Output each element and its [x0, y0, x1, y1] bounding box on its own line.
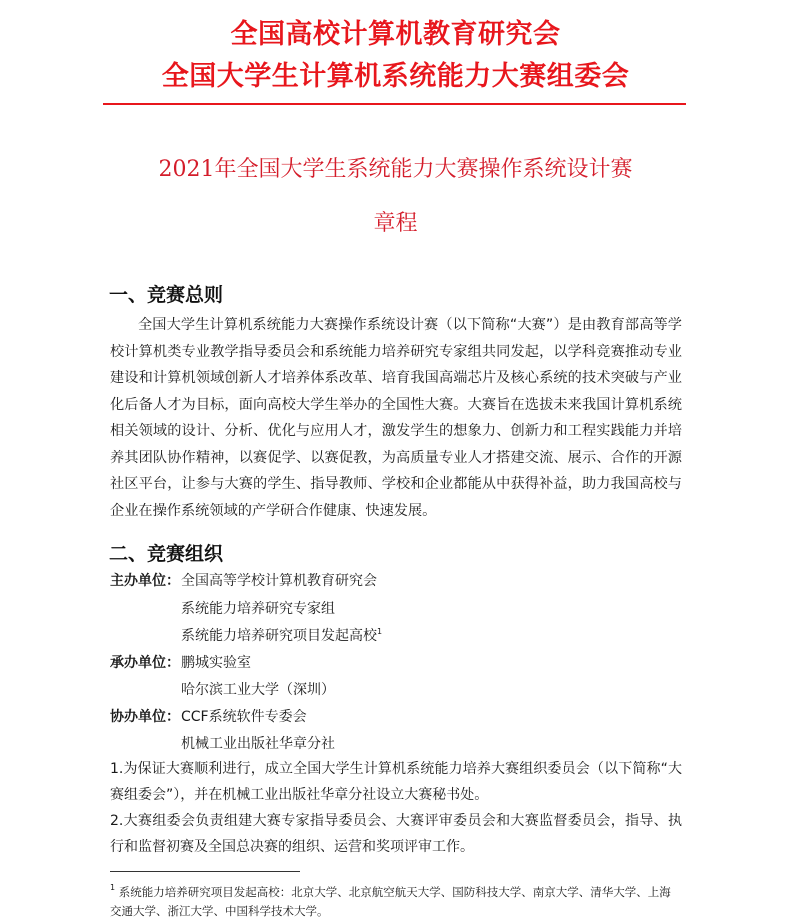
co-organizer-row — [110, 706, 307, 726]
host-unit-1: 全国高等学校计算机教育研究会 — [181, 573, 377, 589]
organization-item-2: 2.大赛组委会负责组建大赛专家指导委员会、大赛评审委员会和大赛监督委员会，指导、执行和监督初赛及全国总决赛的组织、运营和奖项评审工作。 — [110, 813, 682, 855]
section1-paragraph: 全国大学生计算机系统能力大赛操作系统设计赛（以下简称“大赛”）是由教育部高等学校计算机类专业教学指导委员会和系统能力培养研究专家组共同发起，以学科竞赛推动专业建设和计算机领域创新人才培养体系改革、培育我国高端芯片及核心系统的技术突破与产业化后备人才为目标，面向高校大学生举办的全国性大赛。大赛旨在选拔未来我国计算机系统相关领域的设计、分析、优化与应用人才，激发学生的想象力、创新力和工程实践能力并培养其团队协作精神，以赛促学、以赛促教，为高质量专业人才搭建交流、展示、合作的开源社区平台，让参与大赛的学生、指导教师、学校和企业都能从中获得补益，助力我国高校与企业在操作系统领域的产学研合作健康、快速发展。 — [110, 317, 682, 519]
organizer-row — [110, 652, 251, 672]
footnote — [110, 878, 682, 921]
org-name-line2: 全国大学生计算机系统能力大赛组委会 — [161, 61, 630, 92]
organizer-label: 承办单位： — [110, 655, 180, 671]
host-unit-3: 系统能力培养研究项目发起高校 — [181, 628, 377, 644]
co-organizer-label: 协办单位： — [110, 709, 180, 725]
footnote-ref: 1 — [377, 627, 383, 636]
host-row — [110, 570, 377, 590]
organizer-unit-1: 鹏城实验室 — [181, 655, 251, 671]
co-organizer-unit-1: CCF系统软件专委会 — [181, 709, 307, 725]
organization-item-1: 1.为保证大赛顺利进行，成立全国大学生计算机系统能力培养大赛组织委员会（以下简称“大赛组委会”），并在机械工业出版社华章分社设立大赛秘书处。 — [110, 761, 682, 803]
organizer-unit-2: 哈尔滨工业大学（深圳） — [181, 682, 335, 698]
document-title: 2021年全国大学生系统能力大赛操作系统设计赛 — [158, 157, 633, 182]
section1-heading: 一、竞赛总则 — [109, 284, 224, 306]
footnote-text: 系统能力培养研究项目发起高校：北京大学、北京航空航天大学、国防科技大学、南京大学、清华大学、上海交通大学、浙江大学、中国科学技术大学。 — [110, 885, 671, 918]
host-unit-2: 系统能力培养研究专家组 — [181, 601, 335, 617]
org-name-line1: 全国高校计算机教育研究会 — [230, 19, 561, 50]
host-unit-3-row — [181, 625, 382, 645]
co-organizer-unit-2: 机械工业出版社华章分社 — [181, 736, 335, 752]
host-label: 主办单位： — [110, 573, 180, 589]
header-red-rule — [103, 103, 686, 105]
footnote-rule — [110, 871, 300, 872]
section2-heading: 二、竞赛组织 — [109, 543, 224, 565]
document-subtitle: 章程 — [373, 211, 418, 236]
footnote-mark: 1 — [110, 883, 116, 892]
